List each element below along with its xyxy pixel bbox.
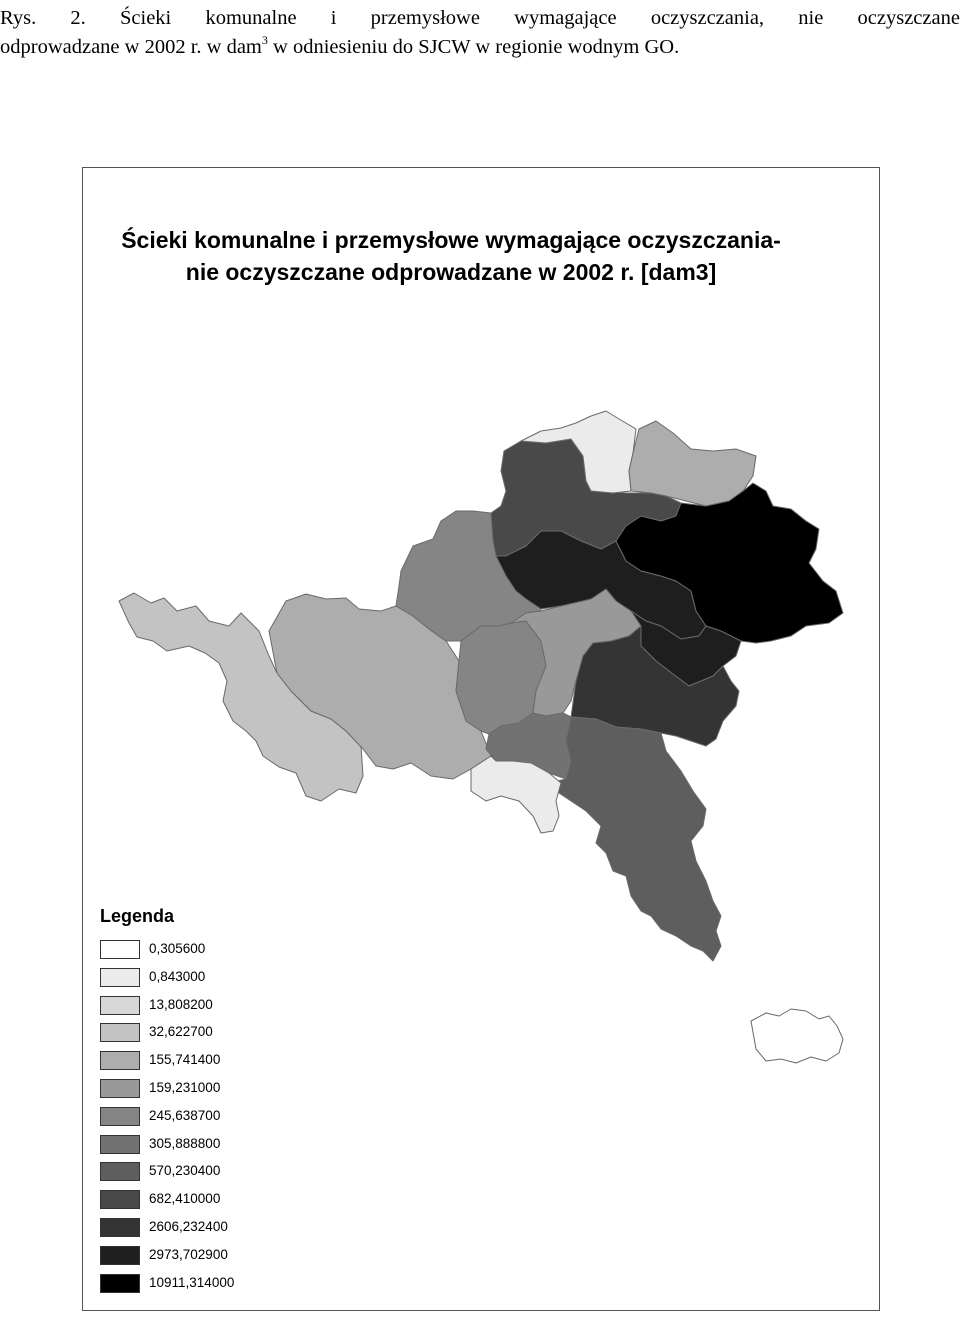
legend-swatch <box>100 996 140 1015</box>
caption-line-2 <box>0 33 960 62</box>
legend-swatch <box>100 1162 140 1181</box>
caption-word: oczyszczane <box>857 7 960 29</box>
map-frame <box>82 167 880 1311</box>
legend-label: 570,230400 <box>149 1163 221 1179</box>
legend-label: 159,231000 <box>149 1079 221 1095</box>
caption-word: Rys. <box>0 7 37 29</box>
map-region-south-tail <box>549 717 721 961</box>
caption-text: odprowadzane w 2002 r. w dam <box>0 36 262 58</box>
caption-word: wymagające <box>514 7 617 29</box>
legend-swatch <box>100 968 140 987</box>
legend-swatch <box>100 1135 140 1154</box>
legend-label: 305,888800 <box>149 1135 221 1151</box>
caption-text-end: w odniesieniu do SJCW w regionie wodnym GO. <box>267 36 680 58</box>
legend-swatch <box>100 940 140 959</box>
caption-word: Ścieki <box>120 7 172 29</box>
caption-word: przemysłowe <box>370 7 480 29</box>
legend-swatch <box>100 1246 140 1265</box>
legend-label: 32,622700 <box>149 1024 213 1040</box>
legend-label: 2606,232400 <box>149 1218 228 1234</box>
figure-caption <box>0 4 960 62</box>
map-title-line-1: Ścieki komunalne i przemysłowe wymagające oczyszczania- <box>121 227 781 253</box>
legend-label: 2973,702900 <box>149 1246 228 1262</box>
caption-word: 2. <box>70 7 86 29</box>
legend-swatch <box>100 1051 140 1070</box>
legend-title: Legenda <box>100 906 175 926</box>
legend-swatch <box>100 1079 140 1098</box>
map-title-line-2: nie oczyszczane odprowadzane w 2002 r. [dam3] <box>185 259 717 285</box>
legend-label: 10911,314000 <box>149 1274 235 1290</box>
caption-word: komunalne <box>205 7 297 29</box>
legend-swatch <box>100 1190 140 1209</box>
caption-line-1 <box>0 4 960 33</box>
legend-swatch <box>100 1218 140 1237</box>
legend-swatch <box>100 1107 140 1126</box>
legend-label: 0,843000 <box>149 968 206 984</box>
caption-word: oczyszczania, <box>650 7 765 29</box>
map-region-exclave <box>751 1009 843 1063</box>
caption-word: nie <box>798 7 824 29</box>
legend-label: 155,741400 <box>149 1052 221 1068</box>
legend-label: 13,808200 <box>149 996 213 1012</box>
legend-label: 0,305600 <box>149 941 206 956</box>
legend-label: 245,638700 <box>149 1107 221 1123</box>
legend-swatch <box>100 1023 140 1042</box>
legend-swatch <box>100 1274 140 1293</box>
caption-word: i <box>330 7 337 29</box>
caption-superscript: 3 <box>261 33 268 47</box>
legend-label: 682,410000 <box>149 1191 221 1207</box>
